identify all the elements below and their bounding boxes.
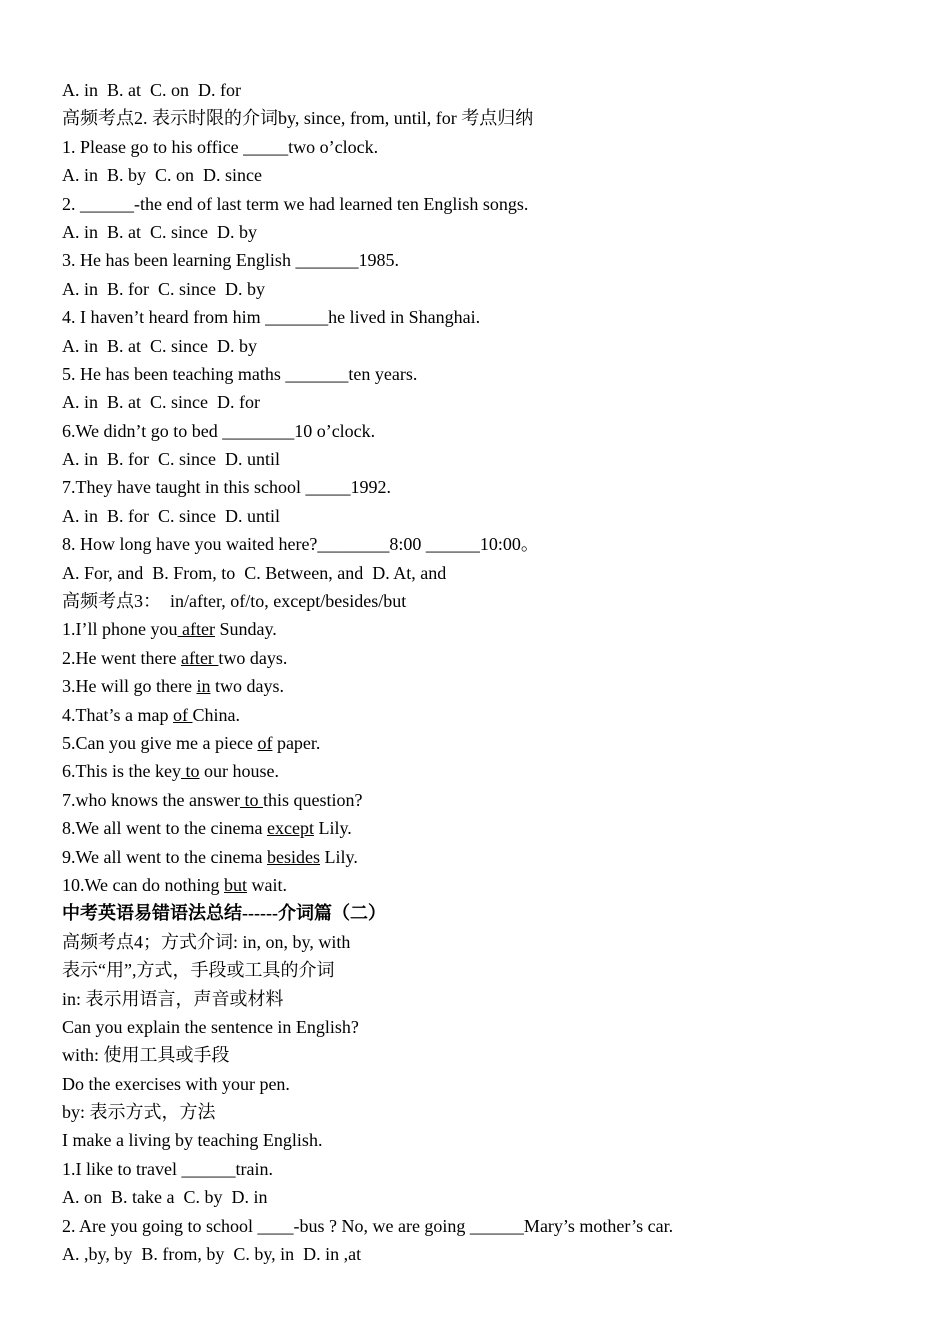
- example-line: [62, 757, 922, 785]
- example-sentence: Can you explain the sentence in English?: [62, 1016, 359, 1037]
- text-line: A. in B. at C. on D. for: [62, 80, 241, 100]
- example-text: China.: [192, 704, 240, 725]
- example-line: [62, 814, 922, 842]
- example-line: [62, 843, 922, 871]
- example-sentence: Do the exercises with your pen.: [62, 1073, 290, 1094]
- section-heading: 高频考点3： in/after, of/to, except/besides/but: [62, 591, 407, 612]
- example-text: 8.We all went to the cinema: [62, 818, 267, 839]
- example-text: this question?: [263, 789, 363, 810]
- underlined-preposition: besides: [266, 846, 320, 867]
- underlined-preposition: after: [177, 619, 215, 640]
- question-line: 2. Are you going to school ____-bus ? No, we are going ______Mary’s mother’s car.: [62, 1215, 674, 1236]
- example-line: [62, 615, 922, 643]
- underlined-preposition: to: [181, 761, 200, 782]
- section-heading: 高频考点2. 表示时限的介词by, since, from, until, for 考点归纳: [62, 108, 534, 129]
- underlined-preposition: after: [180, 647, 219, 668]
- example-line: [62, 871, 922, 899]
- example-text: Sunday.: [214, 619, 277, 640]
- example-sentence: I make a living by teaching English.: [62, 1130, 323, 1151]
- options-line: A. ,by, by B. from, by C. by, in D. in ,at: [62, 1244, 362, 1265]
- options-line: A. For, and B. From, to C. Between, and D. At, and: [62, 562, 447, 583]
- options-line: A. in B. for C. since D. until: [62, 505, 280, 526]
- options-line: A. on B. take a C. by D. in: [62, 1187, 268, 1208]
- underlined-preposition: in: [196, 676, 211, 697]
- options-line: A. in B. for C. since D. by: [62, 278, 265, 299]
- options-line: A. in B. at C. since D. by: [62, 335, 257, 356]
- options-line: A. in B. by C. on D. since: [62, 165, 262, 186]
- underlined-preposition: but: [224, 874, 248, 895]
- question-line: 6.We didn’t go to bed ________10 o’clock.: [62, 420, 376, 441]
- underlined-preposition: to: [239, 789, 263, 810]
- options-line: A. in B. at C. since D. by: [62, 221, 257, 242]
- example-text: Lily.: [313, 818, 352, 839]
- question-line: 8. How long have you waited here?________8:00 ______10:00。: [62, 534, 539, 555]
- example-text: 2.He went there: [62, 647, 181, 668]
- example-text: 10.We can do nothing: [62, 874, 225, 895]
- example-text: two days.: [210, 676, 284, 697]
- example-line: [62, 672, 922, 700]
- chapter-title: 中考英语易错语法总结------介词篇（二）: [62, 903, 386, 924]
- example-line: [62, 701, 922, 729]
- example-text: two days.: [218, 647, 288, 668]
- example-text: 5.Can you give me a piece: [62, 732, 258, 753]
- question-line: 2. ______-the end of last term we had learned ten English songs.: [62, 193, 529, 214]
- explanation-line: in: 表示用语言，声音或材料: [62, 988, 284, 1009]
- question-line: 5. He has been teaching maths _______ten years.: [62, 363, 418, 384]
- explanation-line: by: 表示方式，方法: [62, 1102, 216, 1123]
- example-text: 7.who knows the answer: [62, 789, 240, 810]
- question-line: 1. Please go to his office _____two o’clock.: [62, 136, 379, 157]
- example-line: [62, 786, 922, 814]
- example-text: 9.We all went to the cinema: [62, 846, 267, 867]
- example-text: 1.I’ll phone you: [62, 619, 178, 640]
- example-text: Lily.: [319, 846, 358, 867]
- example-line: [62, 644, 922, 672]
- options-line: A. in B. for C. since D. until: [62, 449, 280, 470]
- section-heading: 高频考点4；方式介词: in, on, by, with: [62, 931, 351, 952]
- question-line: 7.They have taught in this school _____1992.: [62, 477, 391, 498]
- underlined-preposition: of: [172, 704, 193, 725]
- question-line: 4. I haven’t heard from him _______he lived in Shanghai.: [62, 307, 481, 328]
- question-line: 3. He has been learning English _______1985.: [62, 250, 399, 271]
- underlined-preposition: except: [266, 818, 314, 839]
- example-text: wait.: [247, 874, 288, 895]
- explanation-line: with: 使用工具或手段: [62, 1045, 230, 1066]
- example-text: our house.: [199, 761, 280, 782]
- options-line: A. in B. at C. since D. for: [62, 392, 260, 413]
- example-text: 6.This is the key: [62, 761, 181, 782]
- document-page: [62, 76, 922, 1268]
- example-line: [62, 729, 922, 757]
- question-line: 1.I like to travel ______train.: [62, 1158, 273, 1179]
- example-text: 3.He will go there: [62, 676, 197, 697]
- example-text: 4.That’s a map: [62, 704, 173, 725]
- explanation-line: 表示“用”,方式，手段或工具的介词: [62, 960, 335, 981]
- underlined-preposition: of: [257, 732, 273, 753]
- example-text: paper.: [272, 732, 321, 753]
